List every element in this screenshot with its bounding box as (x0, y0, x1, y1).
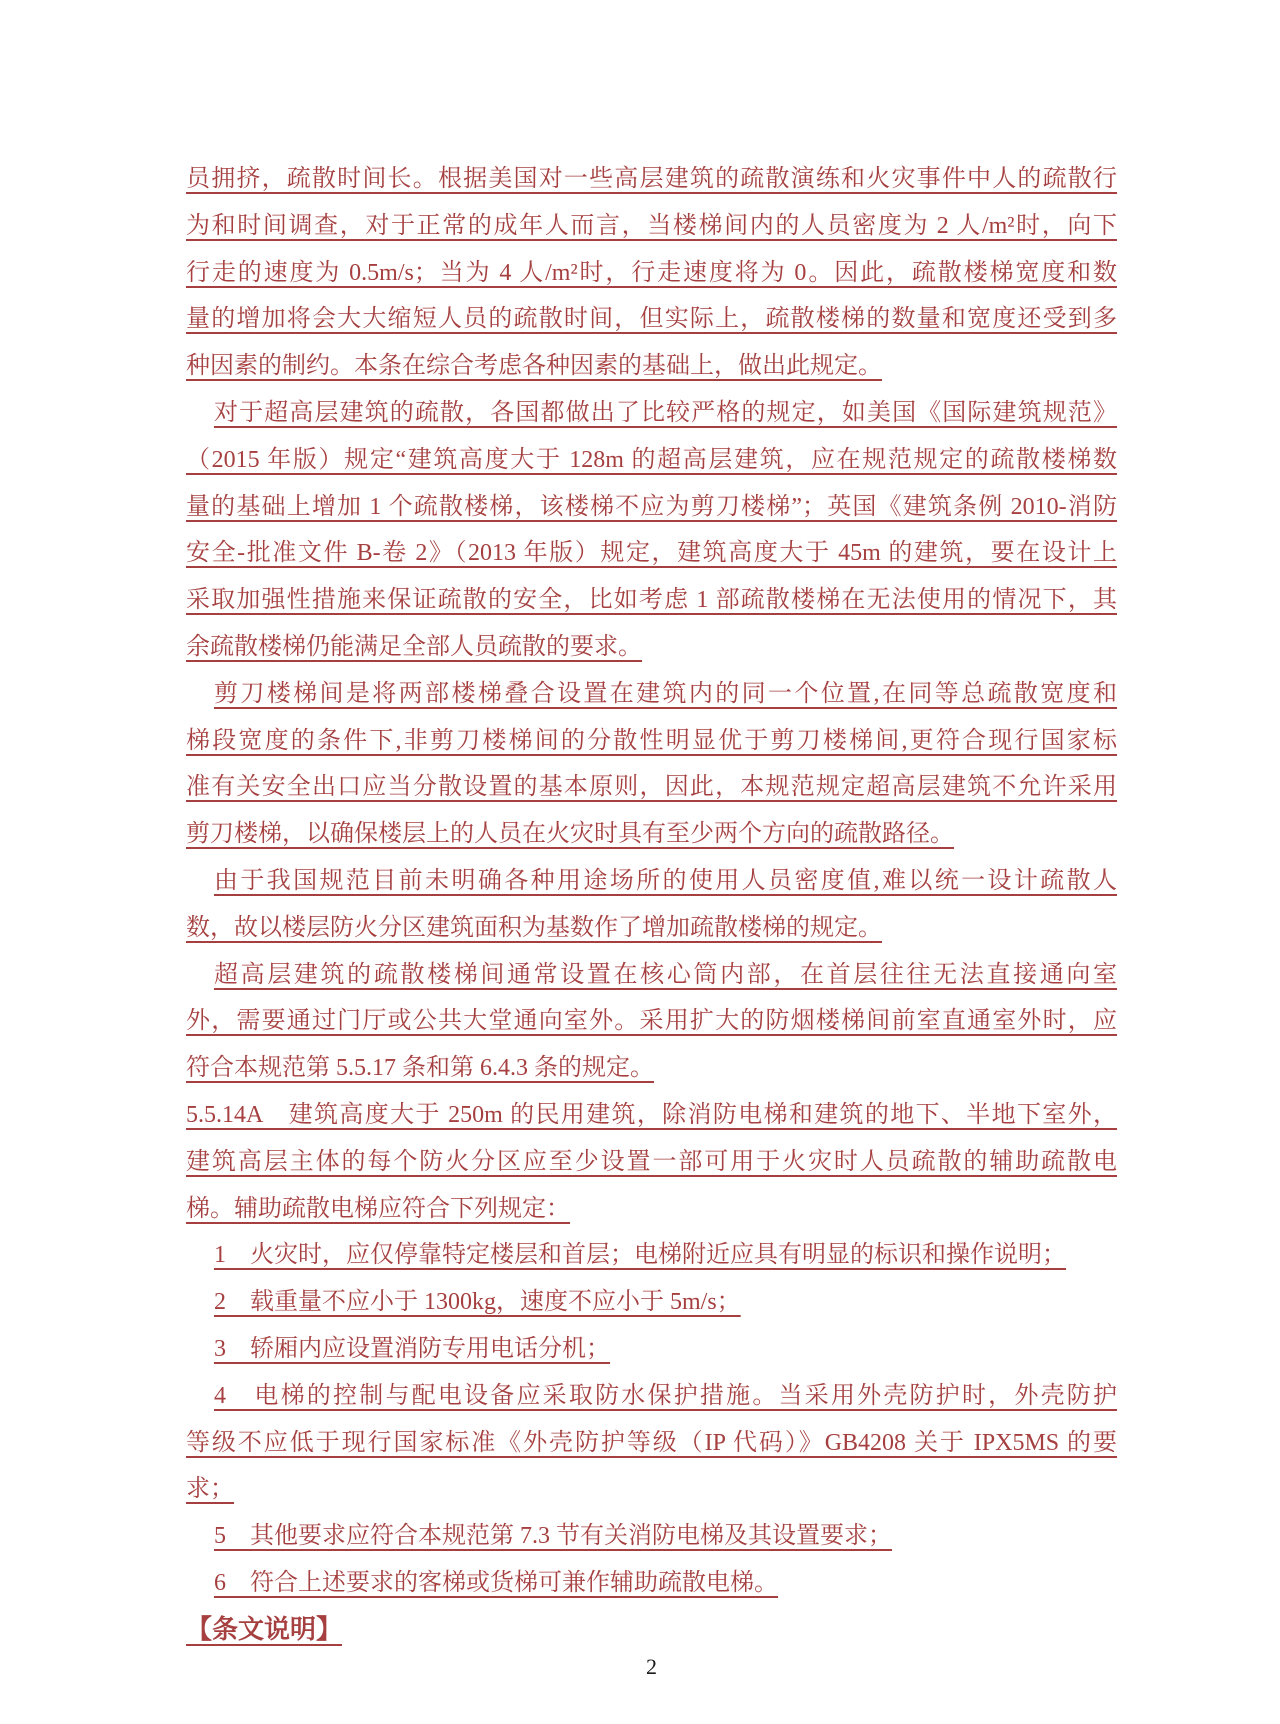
text-line: 3 轿厢内应设置消防专用电话分机； (214, 1335, 610, 1362)
text-line: 建筑高层主体的每个防火分区应至少设置一部可用于火灾时人员疏散的辅助疏散电 (186, 1148, 1117, 1175)
text-line: 员拥挤，疏散时间长。根据美国对一些高层建筑的疏散演练和火灾事件中人的疏散行 (186, 166, 1117, 192)
text-line: 1 火灾时，应仅停靠特定楼层和首层；电梯附近应具有明显的标识和操作说明； (214, 1242, 1066, 1269)
text-line: 剪刀楼梯，以确保楼层上的人员在火灾时具有至少两个方向的疏散路径。 (186, 821, 954, 848)
text-line: 超高层建筑的疏散楼梯间通常设置在核心筒内部，在首层往往无法直接通向室 (214, 961, 1117, 988)
page-number: 2 (646, 1654, 657, 1679)
text-line: 符合本规范第 5.5.17 条和第 6.4.3 条的规定。 (186, 1055, 654, 1082)
text-line: 采取加强性措施来保证疏散的安全，比如考虑 1 部疏散楼梯在无法使用的情况下，其 (186, 587, 1117, 614)
text-line: （2015 年版）规定“建筑高度大于 128m 的超高层建筑，应在规范规定的疏散楼梯数 (186, 446, 1117, 473)
text-line: 余疏散楼梯仍能满足全部人员疏散的要求。 (186, 633, 642, 660)
text-line: 剪刀楼梯间是将两部楼梯叠合设置在建筑内的同一个位置,在同等总疏散宽度和 (214, 680, 1117, 707)
text-line: 对于超高层建筑的疏散，各国都做出了比较严格的规定，如美国《国际建筑规范》 (214, 399, 1117, 426)
text-line: 6 符合上述要求的客梯或货梯可兼作辅助疏散电梯。 (214, 1569, 778, 1596)
text-line: 安全-批准文件 B-卷 2》（2013 年版）规定，建筑高度大于 45m 的建筑，要在设计上 (186, 540, 1117, 567)
text-line: 数，故以楼层防火分区建筑面积为基数作了增加疏散楼梯的规定。 (186, 914, 882, 941)
text-line: 2 载重量不应小于 1300kg，速度不应小于 5m/s； (214, 1289, 741, 1316)
text-line: 5.5.14A 建筑高度大于 250m 的民用建筑，除消防电梯和建筑的地下、半地下室外， (186, 1101, 1117, 1128)
text-line: 行走的速度为 0.5m/s；当为 4 人/m²时，行走速度将为 0。因此，疏散楼梯宽度和数 (186, 259, 1117, 286)
text-line: 4 电梯的控制与配电设备应采取防水保护措施。当采用外壳防护时，外壳防护 (214, 1382, 1117, 1409)
text-line: 种因素的制约。本条在综合考虑各种因素的基础上，做出此规定。 (186, 353, 882, 380)
text-line: 由于我国规范目前未明确各种用途场所的使用人员密度值,难以统一设计疏散人 (214, 867, 1117, 894)
text-line: 【条文说明】 (186, 1614, 343, 1644)
text-line: 为和时间调查，对于正常的成年人而言，当楼梯间内的人员密度为 2 人/m²时，向下 (186, 212, 1117, 239)
text-line: 等级不应低于现行国家标准《外壳防护等级（IP 代码）》GB4208 关于 IPX5MS 的要 (186, 1429, 1117, 1456)
text-line: 量的增加将会大大缩短人员的疏散时间，但实际上，疏散楼梯的数量和宽度还受到多 (186, 306, 1117, 333)
text-line: 外，需要通过门厅或公共大堂通向室外。采用扩大的防烟楼梯间前室直通室外时，应 (186, 1008, 1117, 1035)
text-line: 准有关安全出口应当分散设置的基本原则，因此，本规范规定超高层建筑不允许采用 (186, 774, 1117, 801)
text-line: 梯。辅助疏散电梯应符合下列规定： (186, 1195, 570, 1222)
text-line: 量的基础上增加 1 个疏散楼梯，该楼梯不应为剪刀楼梯”；英国《建筑条例 2010-消防 (186, 493, 1117, 520)
text-line: 5 其他要求应符合本规范第 7.3 节有关消防电梯及其设置要求； (214, 1523, 892, 1550)
text-line: 求； (186, 1476, 234, 1503)
text-line: 梯段宽度的条件下,非剪刀楼梯间的分散性明显优于剪刀楼梯间,更符合现行国家标 (186, 727, 1117, 754)
document-body (186, 156, 1117, 1654)
